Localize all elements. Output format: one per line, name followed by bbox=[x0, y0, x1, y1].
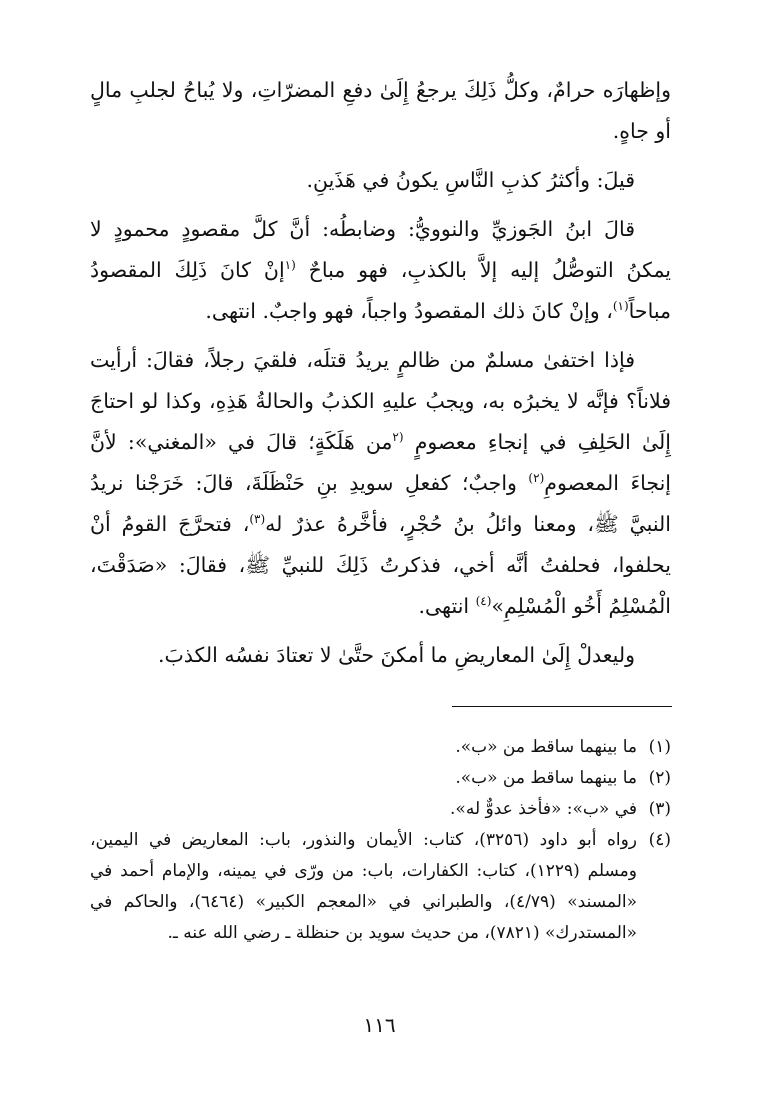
paragraph-3 bbox=[90, 209, 671, 332]
paragraph-5 bbox=[90, 635, 671, 676]
footnotes bbox=[90, 732, 671, 949]
footnote-number: (٣) bbox=[648, 799, 671, 819]
paragraph-3-text-b: إنْ كانَ ذَلِكَ المقصودُ مباحاً bbox=[90, 258, 671, 323]
footnote-3 bbox=[90, 794, 671, 825]
paragraph-1-text: وإظهارَه حرامٌ، وكلُّ ذَلِكَ يرجعُ إِلَىٰ دفعِ المضرّاتِ، ولا يُباحُ لجلبِ مالٍ أو جاهٍ. bbox=[90, 78, 671, 143]
footnote-text: رواه أبو داود (٣٢٥٦)، كتاب: الأيمان والنذور، باب: المعاريض في اليمين، ومسلم (١٢٢٩)، كتاب: الكفارات، باب: من ورّى في يمينه، والإمام أحمد في «المسند» (٤/٧٩)، والطبراني في «المعجم الكبير» (٦٤٦٤)، والحاكم في «المستدرك» (٧٨٢١)، من حديث سويد بن حنظلة ـ رضي الله عنه ـ. bbox=[90, 830, 638, 943]
paragraph-1 bbox=[90, 70, 671, 152]
footnote-number: (٢) bbox=[648, 768, 671, 788]
footnote-ref-1-open: (١ bbox=[284, 258, 296, 273]
page-number: ١١٦ bbox=[363, 1013, 396, 1037]
paragraph-4-text-e: انتهى. bbox=[418, 594, 476, 618]
paragraph-2-text: قيلَ: وأكثرُ كذبِ النَّاسِ يكونُ في هَذَينِ. bbox=[306, 168, 635, 192]
footnote-text: ما بينهما ساقط من «ب». bbox=[455, 768, 637, 788]
footnote-text: في «ب»: «فأخذ عدوٌّ له». bbox=[450, 799, 637, 819]
paragraph-4-text-d: ، فتحرَّجَ القومُ أنْ يحلفوا، فحلفتُ أنَّه أخي، فذكرتُ ذَلِكَ للنبيِّ ﷺ، فقالَ: «صَدَقْتَ، الْمُسْلِمُ أَخُو الْمُسْلِمِ» bbox=[90, 512, 671, 618]
main-text bbox=[90, 70, 671, 684]
footnote-number: (١) bbox=[648, 737, 671, 757]
footnote-number: (٤) bbox=[648, 830, 671, 850]
paragraph-3-text-c: ، وإنْ كانَ ذلك المقصودُ واجباً، فهو واجبٌ. انتهى. bbox=[205, 299, 613, 323]
footnote-ref-2-close: (٢) bbox=[528, 471, 545, 486]
footnote-ref-3: (٣) bbox=[249, 512, 266, 527]
paragraph-4 bbox=[90, 340, 671, 627]
paragraph-4-text-c: واجبٌ؛ كفعلِ سويدِ بنِ حَنْظَلَةَ، قالَ: خَرَجْنا نريدُ النبيَّ ﷺ، ومعنا وائلُ بنُ حُجْرٍ، فأخَّرهُ عذرٌ له bbox=[90, 471, 671, 536]
footnote-divider bbox=[452, 706, 672, 707]
footnote-text: ما بينهما ساقط من «ب». bbox=[455, 737, 637, 757]
footnote-ref-4: (٤) bbox=[475, 594, 492, 609]
paragraph-5-text: وليعدلْ إِلَىٰ المعاريضِ ما أمكنَ حتَّىٰ لا تعتادَ نفسُه الكذبَ. bbox=[157, 643, 635, 667]
footnote-2 bbox=[90, 763, 671, 794]
footnote-4 bbox=[90, 825, 671, 949]
footnote-ref-2-open: (٢ bbox=[392, 430, 404, 445]
paragraph-3-text-a: قالَ ابنُ الجَوزيِّ والنوويُّ: وضابطُه: أنَّ كلَّ مقصودٍ محمودٍ لا يمكنُ التوصُّلُ إليه إلاَّ بالكذبِ، فهو مباحٌ bbox=[90, 217, 672, 282]
paragraph-2 bbox=[90, 160, 671, 201]
paragraph-4-text-a: فإذا اختفىٰ مسلمٌ من ظالمٍ يريدُ قتلَه، فلقيَ رجلاً، فقالَ: أرأيت فلاناً؟ فإنَّه لا يخبرُه به، ويجبُ عليهِ الكذبُ والحالةُ هَذِهِ، وكذا لو احتاجَ إِلَىٰ الحَلِفِ في إنجاءِ معصومٍ bbox=[90, 348, 671, 454]
footnote-1 bbox=[90, 732, 671, 763]
paragraph-4-text-b: من هَلَكَةٍ؛ قالَ في «المغني»: لأنَّ إنجاءَ المعصومِ bbox=[90, 430, 672, 495]
footnote-ref-1-close: (١) bbox=[612, 299, 629, 314]
